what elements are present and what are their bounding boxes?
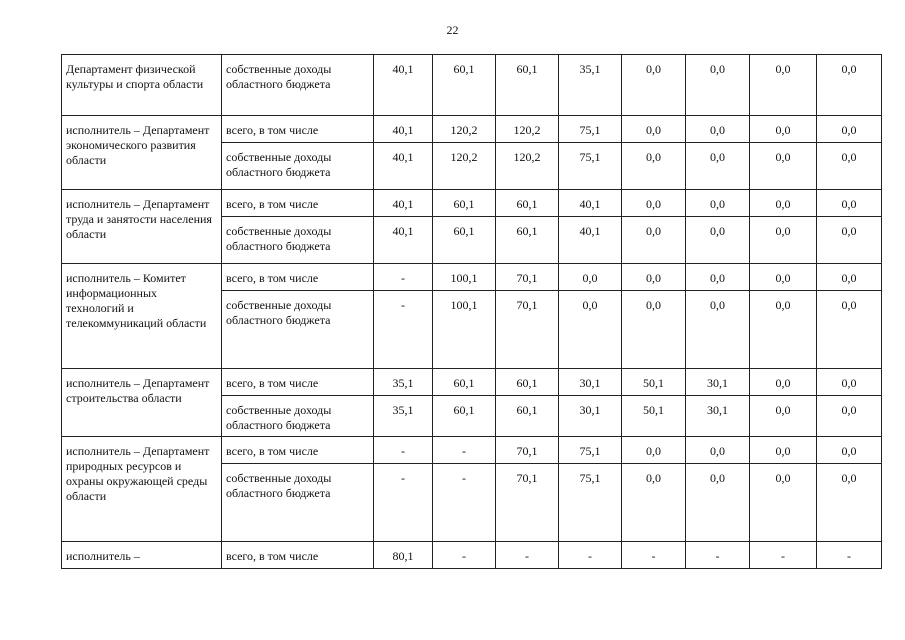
value-cell: 40,1 — [374, 116, 433, 143]
value-cell: 0,0 — [686, 264, 750, 291]
value-cell: 60,1 — [433, 369, 496, 396]
value-cell: - — [374, 437, 433, 464]
value-cell: - — [433, 464, 496, 542]
value-cell: 120,2 — [496, 116, 559, 143]
table-row — [62, 190, 882, 217]
value-cell: 0,0 — [686, 116, 750, 143]
budget-table — [61, 54, 882, 569]
funding-source-cell: всего, в том числе — [222, 437, 374, 464]
value-cell: 0,0 — [817, 217, 882, 264]
funding-source-cell: всего, в том числе — [222, 369, 374, 396]
value-cell: 50,1 — [622, 369, 686, 396]
value-cell: 80,1 — [374, 542, 433, 569]
value-cell: 0,0 — [686, 143, 750, 190]
executor-cell: исполнитель – Департамент строительства области — [62, 369, 222, 437]
value-cell: 70,1 — [496, 264, 559, 291]
table-row — [62, 55, 882, 116]
value-cell: 0,0 — [686, 291, 750, 369]
value-cell: 60,1 — [433, 217, 496, 264]
value-cell: 0,0 — [750, 464, 817, 542]
value-cell: 75,1 — [559, 464, 622, 542]
funding-source-cell: всего, в том числе — [222, 542, 374, 569]
value-cell: 35,1 — [374, 369, 433, 396]
value-cell: 30,1 — [686, 396, 750, 437]
executor-cell: исполнитель – Комитет информационных технологий и телекоммуникаций области — [62, 264, 222, 369]
value-cell: 0,0 — [817, 143, 882, 190]
value-cell: 60,1 — [433, 190, 496, 217]
value-cell: 60,1 — [496, 396, 559, 437]
funding-source-cell: собственные доходы областного бюджета — [222, 396, 374, 437]
funding-source-cell: всего, в том числе — [222, 116, 374, 143]
value-cell: 40,1 — [374, 55, 433, 116]
value-cell: 60,1 — [496, 55, 559, 116]
value-cell: 75,1 — [559, 143, 622, 190]
value-cell: 0,0 — [686, 190, 750, 217]
value-cell: 0,0 — [817, 116, 882, 143]
value-cell: - — [686, 542, 750, 569]
value-cell: 0,0 — [750, 369, 817, 396]
value-cell: 60,1 — [433, 55, 496, 116]
value-cell: 30,1 — [559, 369, 622, 396]
value-cell: 0,0 — [817, 369, 882, 396]
executor-cell: исполнитель – Департамент природных ресурсов и охраны окружающей среды области — [62, 437, 222, 542]
value-cell: 0,0 — [750, 264, 817, 291]
value-cell: 0,0 — [622, 437, 686, 464]
executor-cell: исполнитель – Департамент экономического развития области — [62, 116, 222, 190]
value-cell: 100,1 — [433, 264, 496, 291]
funding-source-cell: всего, в том числе — [222, 190, 374, 217]
value-cell: 40,1 — [374, 190, 433, 217]
funding-source-cell: собственные доходы областного бюджета — [222, 55, 374, 116]
value-cell: 0,0 — [686, 437, 750, 464]
value-cell: 0,0 — [559, 291, 622, 369]
value-cell: 0,0 — [622, 116, 686, 143]
value-cell: 0,0 — [817, 291, 882, 369]
value-cell: 70,1 — [496, 291, 559, 369]
value-cell: - — [433, 437, 496, 464]
value-cell: 40,1 — [374, 143, 433, 190]
funding-source-cell: собственные доходы областного бюджета — [222, 464, 374, 542]
funding-source-cell: собственные доходы областного бюджета — [222, 291, 374, 369]
value-cell: 0,0 — [750, 55, 817, 116]
value-cell: 60,1 — [433, 396, 496, 437]
value-cell: - — [622, 542, 686, 569]
value-cell: 60,1 — [496, 190, 559, 217]
value-cell: 0,0 — [750, 396, 817, 437]
value-cell: - — [750, 542, 817, 569]
value-cell: 0,0 — [686, 55, 750, 116]
value-cell: 30,1 — [686, 369, 750, 396]
value-cell: 0,0 — [817, 437, 882, 464]
value-cell: 40,1 — [559, 217, 622, 264]
value-cell: 0,0 — [686, 217, 750, 264]
table-row — [62, 437, 882, 464]
value-cell: 70,1 — [496, 437, 559, 464]
value-cell: - — [374, 264, 433, 291]
value-cell: 0,0 — [559, 264, 622, 291]
value-cell: 0,0 — [750, 190, 817, 217]
value-cell: 120,2 — [496, 143, 559, 190]
executor-cell: Департамент физической культуры и спорта области — [62, 55, 222, 116]
value-cell: 0,0 — [750, 437, 817, 464]
value-cell: 0,0 — [817, 55, 882, 116]
value-cell: 0,0 — [817, 464, 882, 542]
page-number: 22 — [446, 23, 459, 37]
value-cell: 0,0 — [686, 464, 750, 542]
value-cell: 60,1 — [496, 217, 559, 264]
value-cell: 120,2 — [433, 143, 496, 190]
value-cell: 0,0 — [817, 190, 882, 217]
value-cell: 0,0 — [622, 464, 686, 542]
executor-cell: исполнитель – Департамент труда и занятости населения области — [62, 190, 222, 264]
value-cell: - — [496, 542, 559, 569]
value-cell: 0,0 — [750, 143, 817, 190]
value-cell: 30,1 — [559, 396, 622, 437]
funding-source-cell: собственные доходы областного бюджета — [222, 143, 374, 190]
funding-source-cell: собственные доходы областного бюджета — [222, 217, 374, 264]
table-row — [62, 542, 882, 569]
table-row — [62, 264, 882, 291]
value-cell: 40,1 — [374, 217, 433, 264]
value-cell: 120,2 — [433, 116, 496, 143]
value-cell: 0,0 — [622, 264, 686, 291]
value-cell: 35,1 — [374, 396, 433, 437]
value-cell: 0,0 — [750, 217, 817, 264]
value-cell: 50,1 — [622, 396, 686, 437]
value-cell: 75,1 — [559, 437, 622, 464]
value-cell: 0,0 — [817, 264, 882, 291]
value-cell: 75,1 — [559, 116, 622, 143]
value-cell: 0,0 — [622, 291, 686, 369]
value-cell: 0,0 — [622, 217, 686, 264]
table-row — [62, 116, 882, 143]
value-cell: 40,1 — [559, 190, 622, 217]
value-cell: 0,0 — [622, 55, 686, 116]
value-cell: 70,1 — [496, 464, 559, 542]
value-cell: 0,0 — [750, 291, 817, 369]
value-cell: 0,0 — [750, 116, 817, 143]
value-cell: 0,0 — [817, 396, 882, 437]
executor-cell: исполнитель – — [62, 542, 222, 569]
value-cell: - — [374, 464, 433, 542]
value-cell: 60,1 — [496, 369, 559, 396]
value-cell: - — [817, 542, 882, 569]
table-row — [62, 369, 882, 396]
value-cell: 0,0 — [622, 143, 686, 190]
value-cell: 35,1 — [559, 55, 622, 116]
value-cell: - — [559, 542, 622, 569]
value-cell: 100,1 — [433, 291, 496, 369]
value-cell: - — [433, 542, 496, 569]
value-cell: - — [374, 291, 433, 369]
value-cell: 0,0 — [622, 190, 686, 217]
funding-source-cell: всего, в том числе — [222, 264, 374, 291]
